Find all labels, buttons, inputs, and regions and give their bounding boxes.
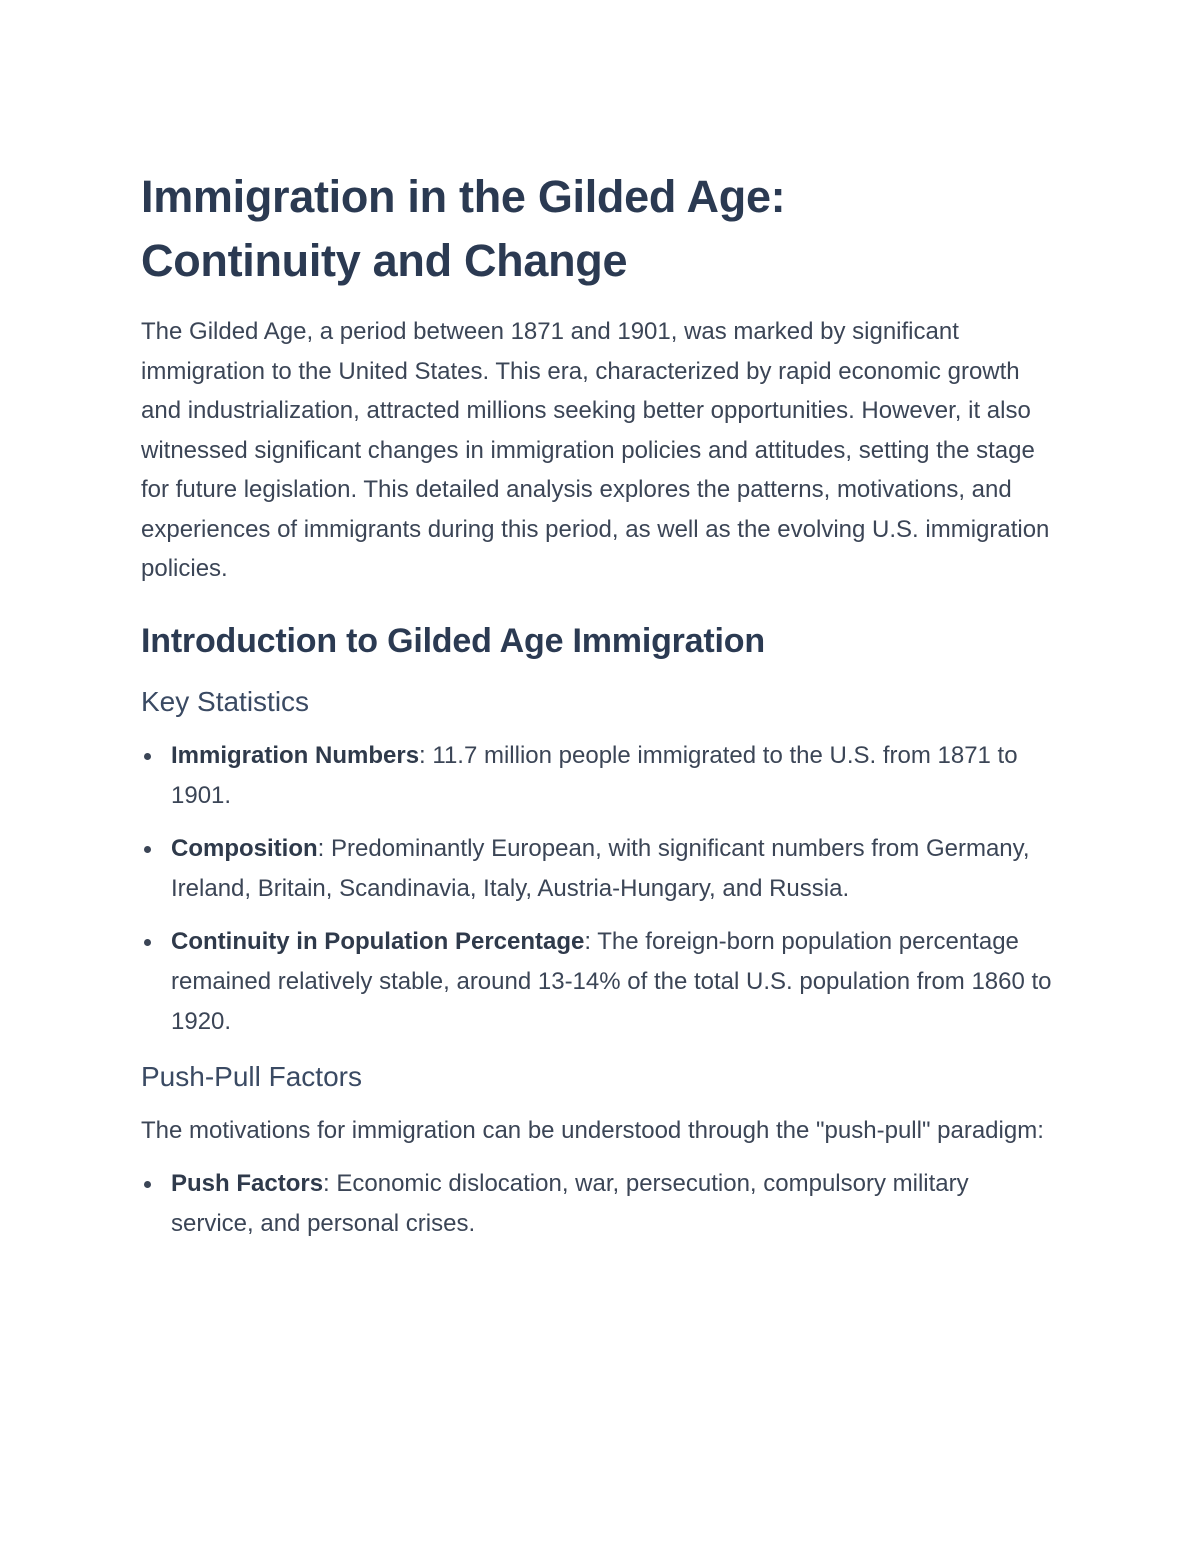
key-statistics-list (141, 736, 1056, 1042)
list-item (141, 736, 1056, 816)
push-pull-heading: Push-Pull Factors (141, 1060, 362, 1092)
list-item-text: : Predominantly European, with significant numbers from Germany, Ireland, Britain, Scandinavia, Italy, Austria-Hungary, and Russia. (171, 834, 1030, 902)
list-item-term: Immigration Numbers (171, 741, 420, 769)
section-heading: Introduction to Gilded Age Immigration (141, 621, 765, 660)
push-pull-intro: The motivations for immigration can be understood through the "push-pull" paradigm: (141, 1116, 1044, 1144)
document-title (141, 165, 1056, 293)
bullet-icon (144, 846, 151, 853)
list-item-text: : The foreign-born population percentage remained relatively stable, around 13-14% of the total U.S. population from 1860 to 1920. (171, 927, 1052, 1035)
document-page (141, 165, 1056, 1257)
bullet-icon (144, 939, 151, 946)
bullet-icon (144, 1181, 151, 1188)
title-line-1: Immigration in the Gilded Age: (141, 171, 786, 222)
list-item (141, 922, 1056, 1042)
list-item-term: Continuity in Population Percentage (171, 927, 585, 955)
list-item (141, 829, 1056, 909)
list-item-text: : Economic dislocation, war, persecution, compulsory military service, and personal crises. (171, 1169, 969, 1237)
list-item (141, 1164, 1056, 1244)
intro-paragraph: The Gilded Age, a period between 1871 and 1901, was marked by significant immigration to the United States. This era, characterized by rapid economic growth and industrialization, attracted millions seeking better opportunities. However, it also witnessed significant changes in immigration policies and attitudes, setting the stage for future legislation. This detailed analysis explores the patterns, motivations, and experiences of immigrants during this period, as well as the evolving U.S. immigration policies. (141, 318, 1050, 582)
title-line-2: Continuity and Change (141, 235, 628, 286)
bullet-icon (144, 753, 151, 760)
list-item-term: Push Factors (171, 1169, 324, 1197)
key-statistics-heading: Key Statistics (141, 685, 310, 717)
push-pull-list (141, 1164, 1056, 1244)
list-item-text: : 11.7 million people immigrated to the U.S. from 1871 to 1901. (171, 741, 1018, 809)
list-item-term: Composition (171, 834, 318, 862)
